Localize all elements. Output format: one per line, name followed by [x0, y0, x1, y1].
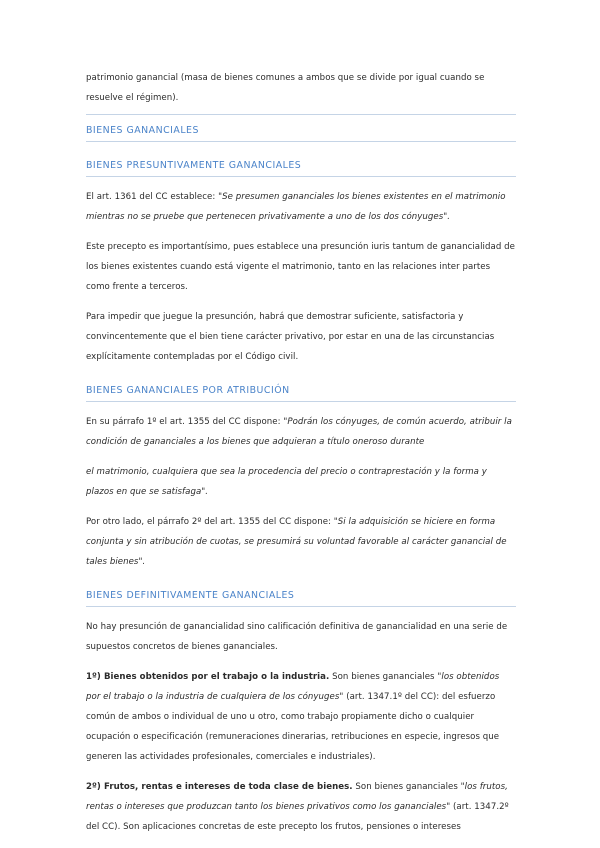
paragraph-art-1355-parrafo-1	[86, 412, 516, 452]
paragraph-art-1355-continuacion	[86, 462, 516, 502]
legal-quote: "los frutos, rentas o intereses que produzcan tanto los bienes privativos como los gananciales"	[86, 782, 508, 812]
paragraph-presuncion-iuris-tantum: Este precepto es importantísimo, pues establece una presunción iuris tantum de ganancialidad de los bienes existentes cuando está vigente el matrimonio, tanto en las relaciones inter partes como frente a terceros.	[86, 242, 515, 292]
heading-presuntivamente-gananciales: BIENES PRESUNTIVAMENTE GANANCIALES	[86, 152, 516, 177]
list-item-frutos-rentas	[86, 777, 516, 837]
legal-quote: "Se presumen gananciales los bienes existentes en el matrimonio mientras no se pruebe que pertenecen privativamente a uno de los dos cónyuges".	[86, 192, 506, 222]
paragraph-text: En su párrafo 1º el art. 1355 del CC dispone:	[86, 417, 284, 427]
item-title: 2º) Frutos, rentas e intereses de toda clase de bienes.	[86, 782, 353, 792]
paragraph-art-1355-parrafo-2	[86, 512, 516, 572]
heading-definitivamente-gananciales: BIENES DEFINITIVAMENTE GANANCIALES	[86, 582, 516, 607]
paragraph-text: Son bienes gananciales	[329, 672, 438, 682]
legal-quote: "los obtenidos por el trabajo o la industria de cualquiera de los cónyuges"	[86, 672, 500, 702]
paragraph-text: (art. 1347.2º del CC). Son aplicaciones concretas de este precepto los frutos, pensiones o intereses	[86, 802, 509, 832]
paragraph-impedir-presuncion: Para impedir que juegue la presunción, habrá que demostrar suficiente, satisfactoria y convincentemente que el bien tiene carácter privativo, por estar en una de las circunstancias explícitamente contempladas por el Código civil.	[86, 312, 495, 362]
list-item-trabajo-industria	[86, 667, 516, 767]
paragraph-text: El art. 1361 del CC establece:	[86, 192, 219, 202]
paragraph-text: (art. 1347.1º del CC): del esfuerzo común de ambos o individual de uno u otro, como trabajo propiamente dicho o cualquier ocupación o especificación (remuneraciones dinerarias, retribuciones en especie, ingresos que generen las actividades profesionales, comerciales e industriales).	[86, 692, 500, 762]
heading-bienes-gananciales: BIENES GANANCIALES	[86, 114, 516, 142]
paragraph-no-hay-presuncion: No hay presunción de ganancialidad sino calificación definitiva de ganancialidad en una serie de supuestos concretos de bienes gananciales.	[86, 622, 508, 652]
paragraph-text: Son bienes gananciales	[352, 782, 461, 792]
intro-paragraph: patrimonio ganancial (masa de bienes comunes a ambos que se divide por igual cuando se resuelve el régimen).	[86, 73, 485, 103]
legal-quote: "Si la adquisición se hiciere en forma conjunta y sin atribución de cuotas, se presumirá su voluntad favorable al carácter ganancial de tales bienes".	[86, 517, 507, 567]
legal-quote: el matrimonio, cualquiera que sea la procedencia del precio o contraprestación y la forma y plazos en que se satisfaga".	[86, 467, 487, 497]
paragraph-text: Por otro lado, el párrafo 2º del art. 1355 del CC dispone:	[86, 517, 334, 527]
heading-gananciales-por-atribucion: BIENES GANANCIALES POR ATRIBUCIÓN	[86, 377, 516, 402]
legal-quote: "Podrán los cónyuges, de común acuerdo, atribuir la condición de gananciales a los bienes que adquieran a título oneroso durante	[86, 417, 512, 447]
item-title: 1º) Bienes obtenidos por el trabajo o la industria.	[86, 672, 330, 682]
document-body	[86, 68, 516, 847]
paragraph-art-1361	[86, 187, 516, 227]
